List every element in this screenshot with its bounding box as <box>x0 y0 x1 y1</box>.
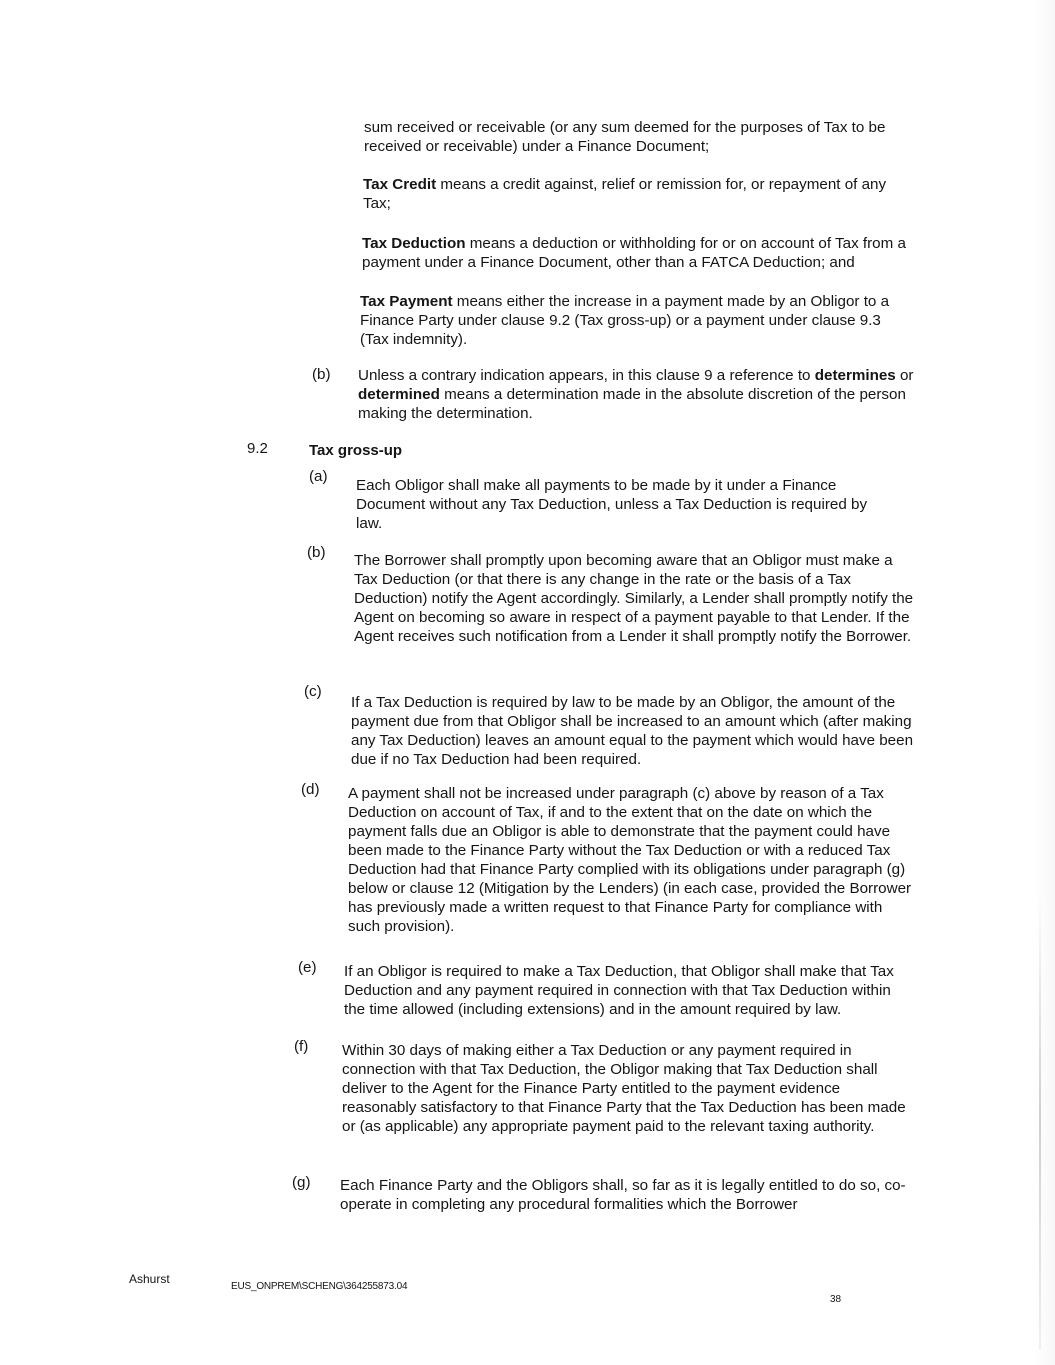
defined-term: determined <box>358 386 440 403</box>
paragraph-e: If an Obligor is required to make a Tax Deduction, that Obligor shall make that Tax Deduction and any payment required in connection with that Tax Deduction within the time allowed (including extensions) and in the amount required by law. <box>344 963 894 1018</box>
paragraph-label: (b) <box>312 366 331 383</box>
paragraph-label: (g) <box>292 1174 311 1191</box>
definition-tax-credit <box>363 175 911 213</box>
page-number: 38 <box>830 1294 842 1305</box>
paragraph-label: (f) <box>294 1038 309 1055</box>
paragraph-label: (a) <box>309 468 328 485</box>
definition-tax-payment <box>360 292 908 349</box>
paragraph-g: Each Finance Party and the Obligors shall, so far as it is legally entitled to do so, co-operate in completing any procedural formalities which the Borrower <box>340 1177 906 1213</box>
paragraph-b: The Borrower shall promptly upon becoming aware that an Obligor must make a Tax Deduction (or that there is any change in the rate or the basis of a Tax Deduction) notify the Agent accordingly. Similarly, a Lender shall promptly notify the Agent on becoming so aware in respect of a payment payable to that Lender. If the Agent receives such notification from a Lender it shall promptly notify the Borrower. <box>354 552 914 645</box>
section-title: Tax gross-up <box>309 442 403 459</box>
paragraph-label: (d) <box>301 781 320 798</box>
paragraph-determines <box>358 366 918 423</box>
paragraph-c: If a Tax Deduction is required by law to be made by an Obligor, the amount of the payment due from that Obligor shall be increased to an amount which (after making any Tax Deduction) leaves an amount equal to the payment which would have been due if no Tax Deduction had been required. <box>351 694 914 768</box>
defined-term: determines <box>814 367 896 384</box>
paragraph-text: Unless a contrary indication appears, in this clause 9 a reference to <box>358 367 815 384</box>
paragraph-f: Within 30 days of making either a Tax Deduction or any payment required in connection with that Tax Deduction, the Obligor making that Tax Deduction shall deliver to the Agent for the Finance Party entitled to the payment evidence reasonably satisfactory to that Finance Party that the Tax Deduction has been made or (as applicable) any appropriate payment paid to the relevant taxing authority. <box>342 1042 906 1135</box>
definition-text: means a deduction or withholding for or on account of Tax from a payment under a Finance Document, other than a FATCA Deduction; and <box>362 235 906 271</box>
defined-term: Tax Payment <box>360 293 453 310</box>
paragraph-label: (c) <box>304 683 322 700</box>
defined-term: Tax Credit <box>363 176 437 193</box>
paragraph-label: (e) <box>298 959 317 976</box>
footer-document-reference: EUS_ONPREM\SCHENG\364255873.04 <box>231 1281 408 1292</box>
footer-firm-name: Ashurst <box>129 1272 170 1286</box>
section-number: 9.2 <box>247 440 268 457</box>
paragraph-label: (b) <box>307 544 326 561</box>
page-edge-line <box>1039 890 1041 1350</box>
defined-term: Tax Deduction <box>362 235 466 252</box>
paragraph-a: Each Obligor shall make all payments to be made by it under a Finance Document without any Tax Deduction, unless a Tax Deduction is required by law. <box>356 477 868 532</box>
paragraph-text: means a determination made in the absolute discretion of the person making the determination. <box>358 386 906 422</box>
definition-text: means either the increase in a payment made by an Obligor to a Finance Party under clause 9.2 (Tax gross-up) or a payment under clause 9.3 (Tax indemnity). <box>360 293 890 348</box>
scan-shadow <box>1035 0 1055 1365</box>
definition-tax-deduction <box>362 234 918 272</box>
definition-text: means a credit against, relief or remission for, or repayment of any Tax; <box>363 176 887 212</box>
definition-continuation: sum received or receivable (or any sum deemed for the purposes of Tax to be received or receivable) under a Finance Document; <box>364 119 886 155</box>
paragraph-d: A payment shall not be increased under paragraph (c) above by reason of a Tax Deduction on account of Tax, if and to the extent that on the date on which the payment falls due an Obligor is able to demonstrate that the payment could have been made to the Finance Party without the Tax Deduction or with a reduced Tax Deduction had that Finance Party complied with its obligations under paragraph (g) below or clause 12 (Mitigation by the Lenders) (in each case, provided the Borrower has previously made a written request to that Finance Party for compliance with such provision). <box>348 785 912 935</box>
paragraph-text: or <box>895 367 914 384</box>
